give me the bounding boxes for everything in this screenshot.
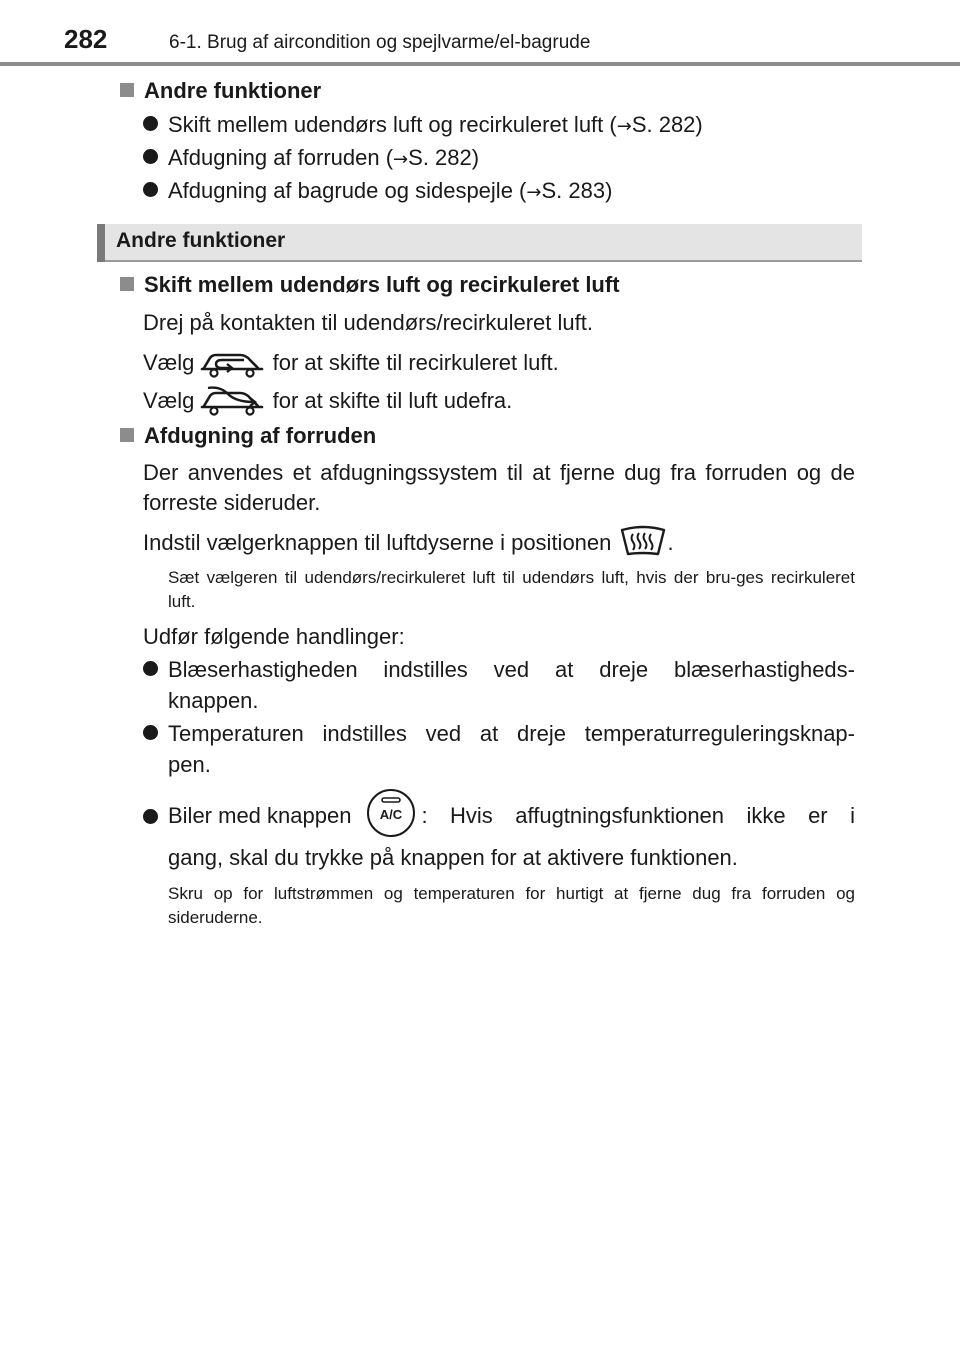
section-accent — [97, 224, 105, 262]
square-bullet-icon — [120, 83, 134, 97]
page-header — [0, 0, 960, 68]
overview-item-2: Afdugning af forruden (→S. 282) — [143, 145, 479, 171]
ac-button-icon — [365, 787, 417, 845]
recirc-intro: Drej på kontakten til udendørs/recirkuleret luft. — [143, 310, 593, 335]
action-bullet-2-line-2: pen. — [168, 752, 211, 777]
bullet-icon — [143, 725, 158, 740]
page-reference-link[interactable]: S. 282) — [408, 145, 480, 170]
bullet-icon — [143, 661, 158, 676]
arrow-icon: → — [393, 149, 409, 170]
bullet-icon — [143, 809, 158, 824]
fresh-select-line: Vælg for at skifte til luft udefra. — [143, 380, 512, 418]
action-bullet-3-line-1: Biler med knappen A/C : Hvis affugtningsfunktionen ikke er i — [143, 790, 855, 842]
section-header — [97, 224, 862, 262]
ac-label: A/C — [380, 807, 403, 822]
arrow-icon: → — [526, 182, 542, 203]
action-bullet-1-line-2: knappen. — [168, 688, 259, 713]
defog-note-1: Sæt vælgeren til udendørs/recirkuleret luft til udendørs luft, hvis der bru-ges recirkuleret luft. — [168, 568, 855, 611]
page-reference-link[interactable]: S. 282) — [631, 112, 703, 137]
windshield-defog-icon — [618, 522, 668, 566]
action-bullet-1-line-1: Blæserhastigheden indstilles ved at dreje blæserhastigheds- — [143, 657, 855, 683]
action-bullet-3-line-2: gang, skal du trykke på knappen for at aktivere funktionen. — [168, 845, 738, 870]
fresh-air-icon — [200, 380, 266, 424]
page-number: 282 — [64, 24, 108, 54]
defog-note-2: Skru op for luftstrømmen og temperaturen for hurtigt at fjerne dug fra forruden og sideruderne. — [168, 884, 855, 927]
bullet-icon — [143, 116, 158, 131]
defog-intro: Der anvendes et afdugningssystem til at fjerne dug fra forruden og de forreste sideruder. — [143, 460, 855, 515]
actions-label: Udfør følgende handlinger: — [143, 624, 405, 649]
recirc-select-line: Vælg for at skifte til recirkuleret luft. — [143, 342, 559, 380]
recirc-heading: Skift mellem udendørs luft og recirkuleret luft — [120, 272, 620, 298]
overview-item-3: Afdugning af bagrude og sidespejle (→S. 283) — [143, 178, 612, 204]
square-bullet-icon — [120, 428, 134, 442]
bullet-icon — [143, 182, 158, 197]
chapter-title: 6-1. Brug af aircondition og spejlvarme/el-bagrude — [169, 32, 591, 53]
overview-heading: Andre funktioner — [120, 78, 321, 104]
page-reference-link[interactable]: S. 283) — [541, 178, 613, 203]
header-rule — [0, 62, 960, 66]
arrow-icon: → — [616, 116, 632, 137]
defog-selector-line: Indstil vælgerknappen til luftdyserne i positionen . — [143, 522, 674, 562]
bullet-icon — [143, 149, 158, 164]
defog-heading: Afdugning af forruden — [120, 423, 376, 449]
square-bullet-icon — [120, 277, 134, 291]
section-title: Andre funktioner — [116, 229, 286, 252]
action-bullet-2-line-1: Temperaturen indstilles ved at dreje temperaturreguleringsknap- — [143, 721, 855, 747]
overview-item-1: Skift mellem udendørs luft og recirkuleret luft (→S. 282) — [143, 112, 703, 138]
